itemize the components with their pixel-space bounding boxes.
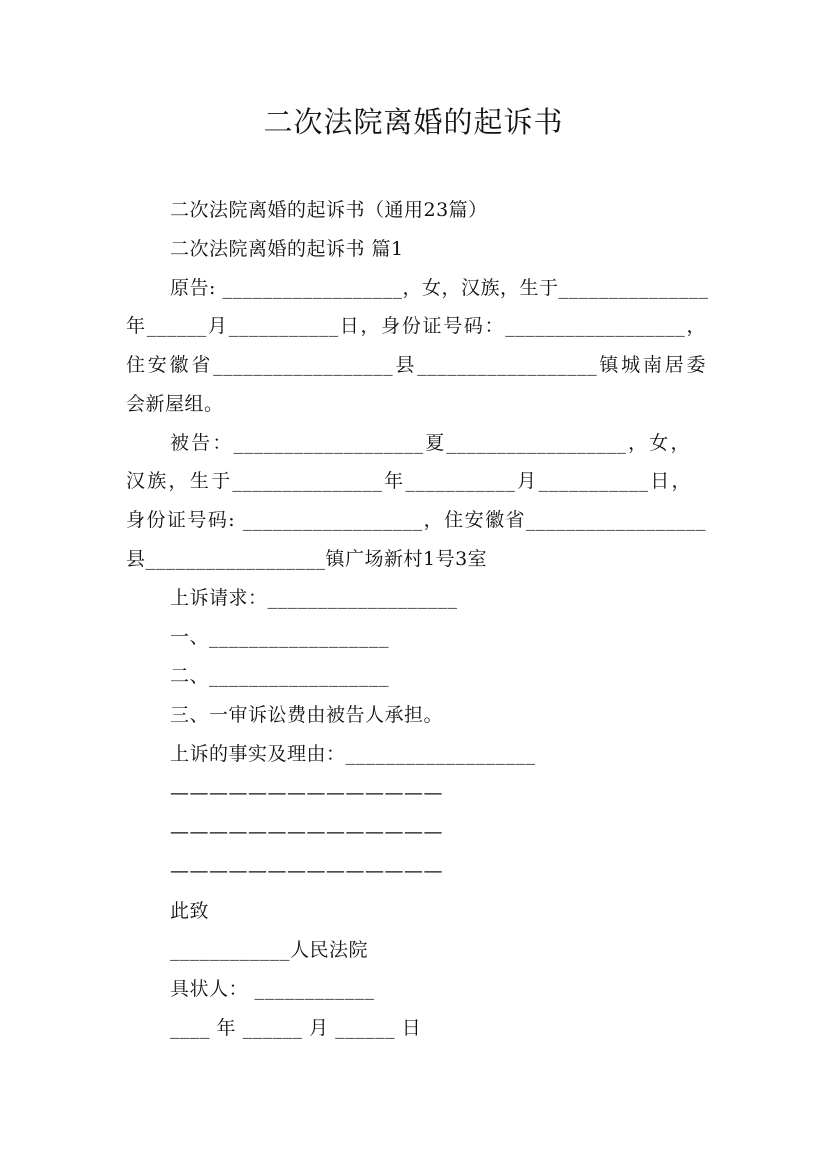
plaintiff-line-4: 会新屋组。 [126,393,224,415]
request-item-1: 一、__________________ [170,626,390,648]
salutation: 此致 [170,900,210,922]
doc-subtitle: 二次法院离婚的起诉书（通用23篇） [170,199,488,221]
date-line: ____ 年 ______ 月 ______ 日 [170,1017,422,1039]
defendant-line-3: 身份证号码: __________________，住安徽省__________________ [126,509,706,531]
blank-line-2: —————————————— [170,821,443,843]
plaintiff-line-2: 年______月___________日，身份证号码：__________________， [126,315,706,337]
plaintiff-line-1: 原告: __________________，女，汉族，生于_______________ [170,277,709,299]
defendant-line-1: 被告：___________________夏__________________，女， [170,432,690,454]
blank-line-3: —————————————— [170,860,443,882]
request-item-2: 二、__________________ [170,665,390,687]
section-heading: 二次法院离婚的起诉书 篇1 [170,238,404,260]
defendant-line-2: 汉族，生于_______________年___________月___________日， [126,470,691,492]
defendant-line-4: 县__________________镇广场新村1号3室 [126,548,488,570]
court-name: ____________人民法院 [170,939,369,961]
request-item-3: 三、一审诉讼费由被告人承担。 [170,704,444,726]
facts-and-reasons: 上诉的事实及理由：___________________ [170,743,536,765]
appeal-request: 上诉请求：___________________ [170,587,458,609]
plaintiff-line-3: 住安徽省__________________县__________________镇城南居委 [126,354,706,376]
document-title: 二次法院离婚的起诉书 [263,105,564,139]
petitioner-signature: 具状人： ____________ [170,978,375,1000]
blank-line-1: —————————————— [170,782,443,804]
